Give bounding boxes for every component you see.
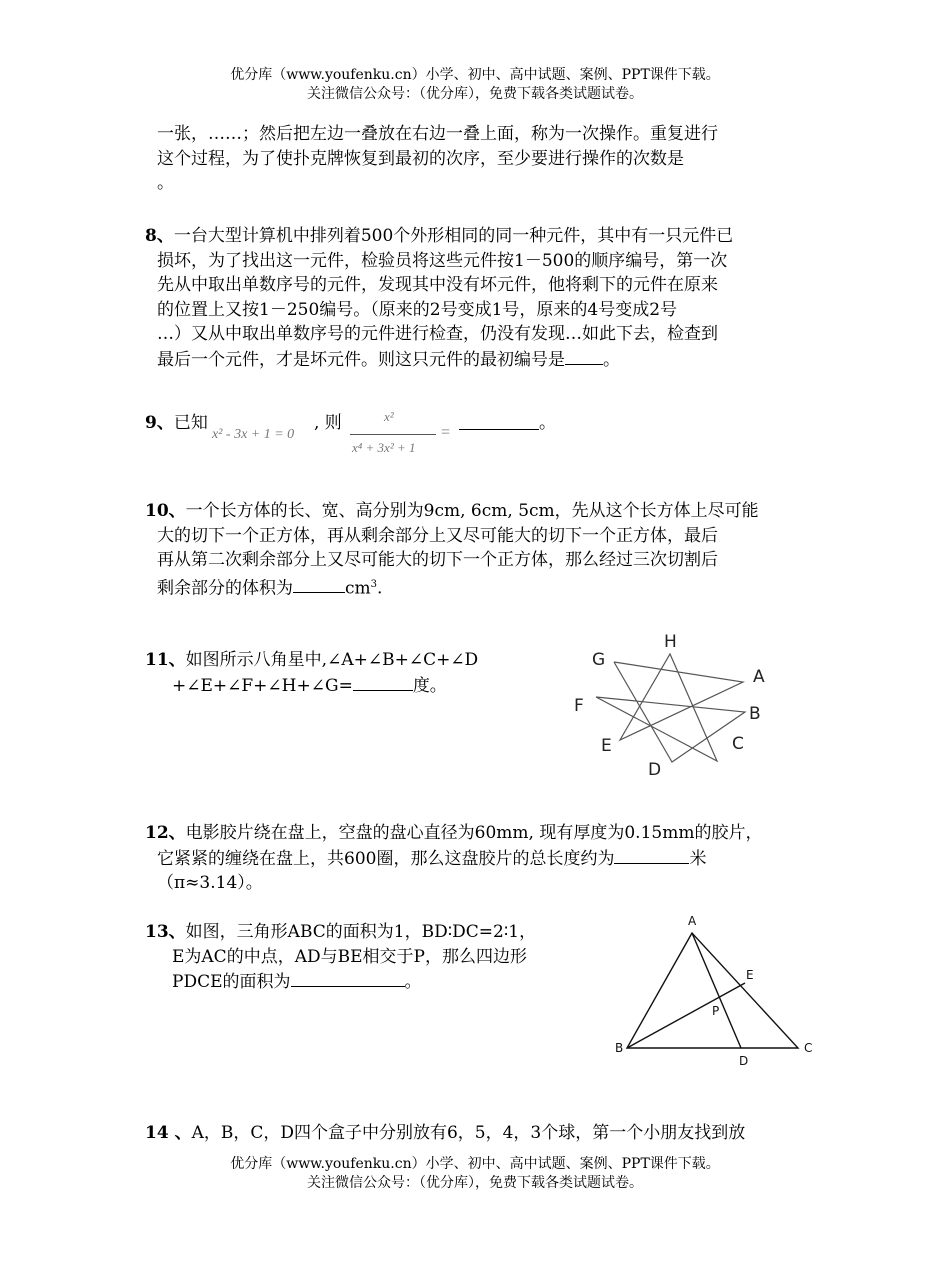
question-13: 13、如图，三角形ABC的面积为1，BD∶DC=2∶1， E为AC的中点，AD与BE相交于P，那么四边形 PDCE的面积为 。 xyxy=(145,922,537,992)
label-G: G xyxy=(592,650,606,670)
answer-blank[interactable] xyxy=(614,846,689,864)
question-12: 12、电影胶片绕在盘上，空盘的盘心直径为60mm, 现有厚度为0.15mm的胶片， 它紧紧的缠绕在盘上，共600圈，那么这盘胶片的总长度约为 米 （π≈3.14）。 xyxy=(145,823,763,893)
label-C: C xyxy=(732,734,744,754)
footer-line-2: 关注微信公众号：（优分库），免费下载各类试题试卷。 xyxy=(307,1175,643,1191)
label-A: A xyxy=(753,667,765,687)
question-number: 12、 xyxy=(145,823,186,843)
header-line-1: 优分库（www.youfenku.cn）小学、初中、高中试题、案例、PPT课件下载。 xyxy=(230,67,720,83)
label-D: D xyxy=(648,760,662,780)
equals-sign: = xyxy=(441,424,451,441)
question-number: 9、 xyxy=(145,413,174,433)
header-line-2: 关注微信公众号：（优分库），免费下载各类试题试卷。 xyxy=(307,86,643,102)
label-B: B xyxy=(749,704,761,724)
label-B: B xyxy=(615,1041,624,1055)
label-C: C xyxy=(804,1041,813,1055)
condition-equation: x² - 3x + 1 = 0 xyxy=(212,427,295,442)
triangle-abc-figure xyxy=(605,908,820,1073)
answer-blank[interactable] xyxy=(459,429,539,430)
fraction-denominator: x⁴ + 3x² + 1 xyxy=(352,440,416,455)
star-lines xyxy=(596,654,745,762)
question-9: 9、已知 xyxy=(145,413,208,433)
question-11: 11、如图所示八角星中,∠A+∠B+∠C+∠D +∠E+∠F+∠H+∠G= 度。 xyxy=(145,650,479,696)
triangle-labels xyxy=(615,914,812,1068)
label-H: H xyxy=(664,632,677,652)
page-footer xyxy=(0,1155,950,1193)
question-7-continuation: 一张，……；然后把左边一叠放在右边一叠上面，称为一次操作。重复进行 这个过程，为了使扑克牌恢复到最初的次序，至少要进行操作的次数是 。 xyxy=(157,124,718,193)
question-number: 8、 xyxy=(145,226,174,246)
answer-blank[interactable] xyxy=(565,347,603,365)
answer-blank[interactable] xyxy=(353,673,413,691)
answer-blank[interactable] xyxy=(291,969,405,987)
question-10: 10、一个长方体的长、宽、高分别为9cm, 6cm, 5cm，先从这个长方体上尽可能 大的切下一个正方体，再从剩余部分上又尽可能大的切下一个正方体，最后 再从第二次剩余部分上又尽可能大的切下一个正方体，那么经过三次切割后 剩余部分的体积为 $cm^3$. xyxy=(145,501,759,599)
page-header xyxy=(0,66,950,104)
question-9-end: 。 xyxy=(539,413,556,433)
footer-line-1: 优分库（www.youfenku.cn）小学、初中、高中试题、案例、PPT课件下载。 xyxy=(230,1156,720,1172)
question-number: 14 、 xyxy=(145,1123,192,1143)
label-E: E xyxy=(746,968,754,982)
question-14: 14 、A，B，C，D四个盒子中分别放有6，5，4，3个球，第一个小朋友找到放 xyxy=(145,1123,746,1143)
fraction-numerator: x² xyxy=(384,409,394,424)
label-E: E xyxy=(601,736,612,756)
answer-blank[interactable] xyxy=(293,575,345,593)
question-number: 11、 xyxy=(145,650,186,670)
label-A: A xyxy=(688,914,697,928)
label-D: D xyxy=(739,1054,749,1068)
question-9-then: , 则 xyxy=(314,413,342,433)
question-number: 10、 xyxy=(145,501,186,521)
triangle-lines xyxy=(627,933,798,1048)
eight-point-star-figure xyxy=(560,625,780,785)
question-number: 13、 xyxy=(145,922,186,942)
fraction-bar xyxy=(350,434,436,435)
question-8: 8、一台大型计算机中排列着500个外形相同的同一种元件，其中有一只元件已 损坏，为了找出这一元件，检验员将这些元件按1－500的顺序编号，第一次 先从中取出单数序号的元件，发现其中没有坏元件，他将剩下的元件在原来 的位置上又按1－250编号。（原来的2号变成1号，原来的4号变成2号 …）又从中取出单数序号的元件进行检查，仍没有发现…如此下去，检查到 最后一个元件，才是坏元件。则这只元件的最初编号是 。 xyxy=(145,226,734,370)
label-F: F xyxy=(574,696,584,716)
label-P: P xyxy=(712,1004,720,1018)
